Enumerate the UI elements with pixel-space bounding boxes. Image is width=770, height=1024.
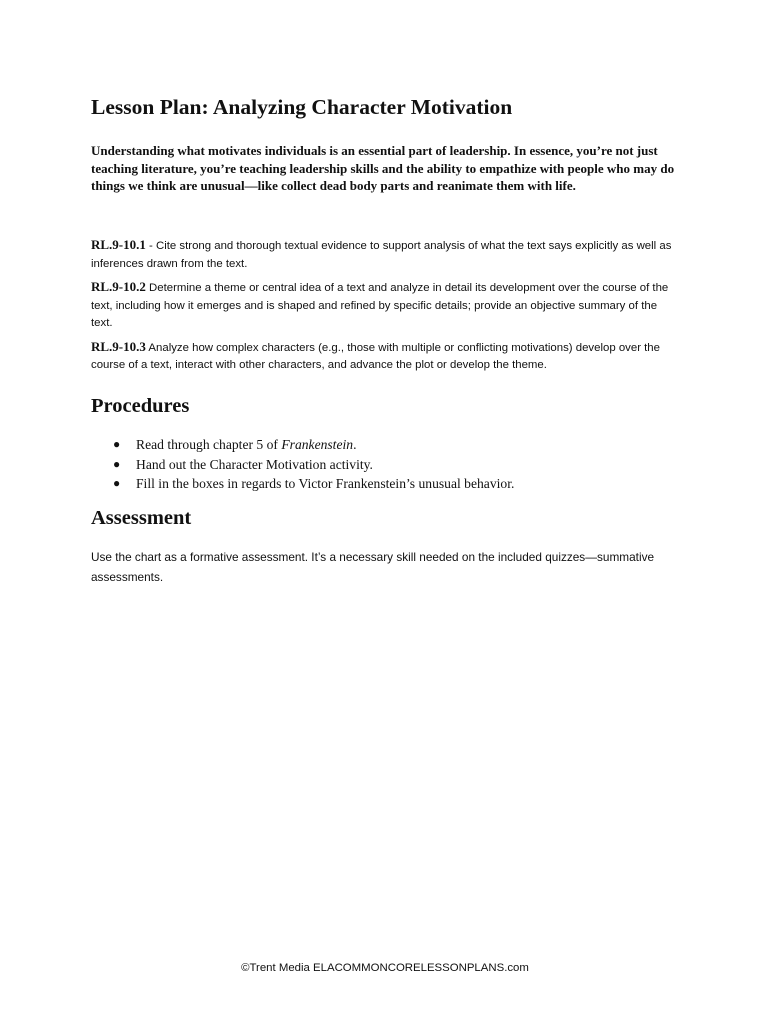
standard-code: RL.9-10.2	[91, 279, 146, 294]
standard-code: RL.9-10.1	[91, 237, 146, 252]
intro-paragraph: Understanding what motivates individuals is an essential part of leadership. In essence, you’re not just teaching literature, you’re teaching leadership skills and the ability to empathize with people who may do things we think are unusual—like collect dead body parts and reanimate them with life.	[91, 143, 675, 193]
book-title: Frankenstein	[281, 437, 354, 452]
standard-text: Analyze how complex characters (e.g., those with multiple or conflicting motivations) develop over the course of a text, interact with other characters, and advance the plot or develop the theme.	[91, 341, 660, 371]
list-item	[91, 474, 514, 494]
list-item-text-end: .	[353, 437, 357, 452]
bullet-icon: ●	[113, 476, 121, 490]
standard-text: Determine a theme or central idea of a text and analyze in detail its development over the course of the text, including how it emerges and is shaped and refined by specific details; provide an objective summary of the text.	[91, 282, 669, 329]
standard-item	[91, 236, 677, 273]
assessment-paragraph: Use the chart as a formative assessment. It’s a necessary skill needed on the included quizzes—summative assessments.	[91, 550, 655, 584]
assessment-heading: Assessment	[91, 507, 192, 529]
standard-item	[91, 278, 677, 333]
bullet-icon: ●	[113, 437, 121, 451]
standard-text: - Cite strong and thorough textual evidence to support analysis of what the text says explicitly as well as inferences drawn from the text.	[91, 240, 672, 270]
procedures-list	[91, 435, 514, 494]
list-item	[91, 435, 514, 455]
bullet-icon: ●	[113, 456, 121, 471]
standard-item	[91, 338, 677, 375]
footer-copyright: ©Trent Media ELACOMMONCORELESSONPLANS.com	[241, 962, 529, 974]
list-item-text: Hand out the Character Motivation activity.	[136, 456, 373, 472]
procedures-heading: Procedures	[91, 395, 190, 417]
standard-code: RL.9-10.3	[91, 338, 146, 354]
page-title: Lesson Plan: Analyzing Character Motivation	[91, 95, 513, 119]
list-item	[91, 455, 514, 475]
standards-list	[91, 236, 677, 380]
list-item-text: Read through chapter 5 of	[136, 437, 282, 452]
list-item-text: Fill in the boxes in regards to Victor Frankenstein’s unusual behavior.	[136, 476, 515, 491]
